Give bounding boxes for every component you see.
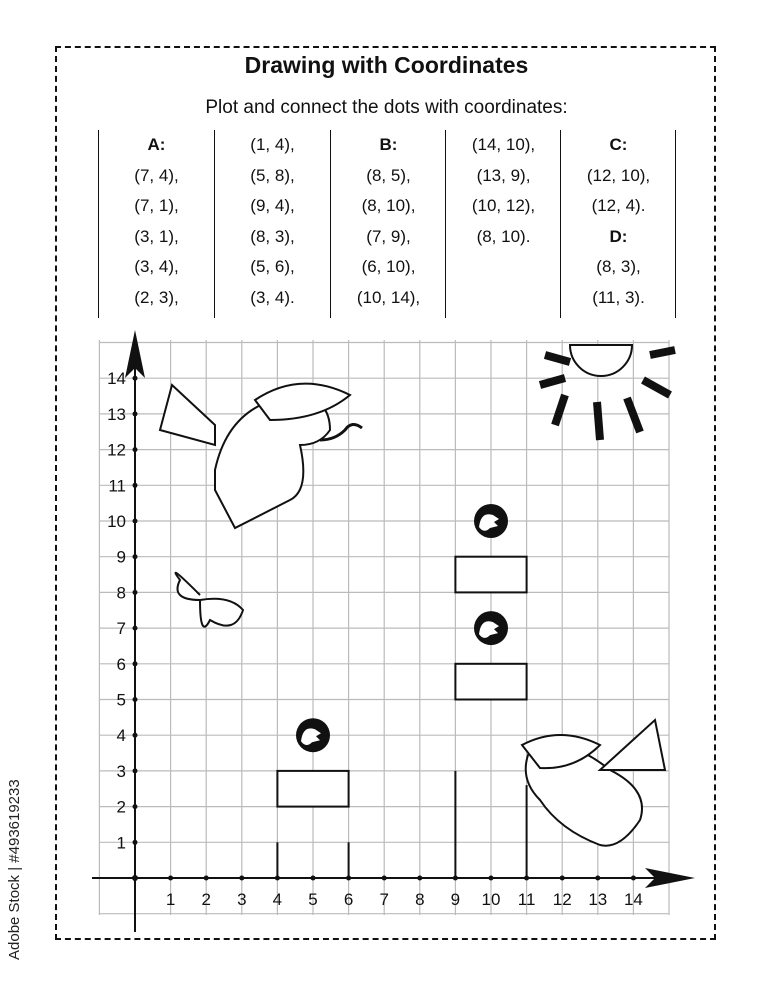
x-tick-label: 10 [481, 890, 501, 909]
y-tick-dot [133, 554, 138, 559]
x-tick-label: 5 [308, 890, 318, 909]
x-tick-dot [168, 876, 173, 881]
coordinate-pair: (8, 10), [361, 196, 416, 215]
y-tick-dot [133, 626, 138, 631]
x-tick-label: 12 [552, 890, 572, 909]
x-tick-dot [631, 876, 636, 881]
y-tick-dot [133, 804, 138, 809]
coordinate-pair: (3, 4). [250, 287, 295, 307]
y-tick-label: 12 [107, 440, 126, 460]
x-tick-label: 7 [379, 890, 389, 909]
y-tick-label: 5 [116, 690, 126, 710]
coordinate-pair: (10, 12), [471, 196, 536, 215]
x-tick-dot [560, 876, 565, 881]
x-tick-dot [489, 876, 494, 881]
x-tick-dot [417, 876, 422, 881]
sun-ray-icon [650, 350, 675, 355]
x-tick-label: 1 [165, 890, 176, 909]
y-tick-label: 14 [107, 369, 126, 389]
y-tick-dot [133, 376, 138, 381]
x-tick-dot [239, 876, 244, 881]
y-tick-label: 8 [116, 583, 126, 603]
y-tick-dot [133, 661, 138, 666]
coordinate-pair: (1, 4), [250, 135, 295, 154]
x-tick-label: 9 [450, 890, 461, 909]
coordinate-pair: (10, 14), [356, 287, 421, 307]
coordinate-pair: (2, 3), [134, 287, 179, 307]
page-title: Drawing with Coordinates [244, 52, 529, 78]
y-tick-dot [133, 697, 138, 702]
x-tick-label: 4 [272, 890, 283, 909]
y-tick-label: 9 [116, 547, 126, 567]
coordinate-pair: (14, 10), [471, 135, 536, 154]
y-tick-label: 2 [116, 797, 126, 817]
x-tick-label: 11 [517, 890, 536, 909]
shape-label: D: [609, 226, 628, 246]
y-tick-dot [133, 733, 138, 738]
coordinate-pair: (9, 4), [250, 196, 295, 215]
coordinate-pair: (8, 5), [366, 165, 411, 185]
coordinate-pair: (12, 10), [586, 165, 651, 185]
y-tick-label: 10 [107, 512, 126, 531]
origin-dot [132, 875, 138, 881]
y-tick-dot [133, 840, 138, 845]
y-tick-label: 3 [116, 761, 126, 781]
coordinate-pair: (3, 4), [134, 257, 179, 276]
sun-ray-icon [540, 378, 565, 385]
x-tick-dot [311, 876, 316, 881]
coordinate-pair: (12, 4). [591, 196, 646, 215]
coordinate-pair: (8, 10). [476, 226, 531, 246]
rectangle [455, 557, 526, 593]
coordinate-pair: (11, 3). [592, 287, 645, 307]
y-tick-dot [133, 768, 138, 773]
shape-label: B: [379, 135, 398, 154]
x-tick-dot [382, 876, 387, 881]
y-tick-dot [133, 447, 138, 452]
coordinate-pair: (7, 4), [134, 165, 179, 185]
x-tick-dot [595, 876, 600, 881]
coordinate-pair: (6, 10), [361, 257, 416, 276]
bird-wing-icon [255, 384, 350, 420]
x-tick-label: 3 [237, 890, 247, 909]
sun-ray-icon [643, 380, 670, 395]
sun-ray-icon [555, 395, 565, 425]
y-tick-label: 11 [108, 476, 126, 496]
stock-credit: Adobe Stock | #493619233 [6, 779, 23, 960]
x-tick-label: 13 [588, 890, 608, 909]
y-tick-dot [133, 519, 138, 524]
y-tick-label: 7 [116, 619, 126, 639]
coordinate-pair: (3, 1), [134, 226, 179, 246]
y-tick-label: 4 [116, 726, 126, 746]
shape-label: A: [147, 135, 166, 154]
coordinate-pair: (8, 3), [250, 226, 295, 246]
coordinate-pair: (5, 6), [250, 257, 295, 276]
x-tick-label: 8 [415, 890, 425, 909]
coordinate-pair: (8, 3), [596, 257, 641, 276]
x-tick-label: 2 [201, 890, 211, 909]
coordinate-pair: (13, 9), [476, 165, 531, 185]
x-tick-label: 6 [343, 890, 354, 909]
coordinate-pair: (7, 9), [366, 226, 411, 246]
y-tick-dot [133, 411, 138, 416]
y-tick-label: 6 [116, 654, 126, 674]
y-tick-label: 1 [116, 833, 126, 853]
butterfly-icon [176, 573, 244, 627]
rectangle [455, 664, 526, 700]
shape-label: C: [609, 135, 628, 154]
y-tick-dot [133, 483, 138, 488]
bird-tail-icon [600, 720, 665, 770]
x-tick-label: 14 [623, 890, 643, 909]
sun-icon [570, 345, 632, 376]
sun-ray-icon [597, 402, 600, 440]
sun-ray-icon [545, 355, 570, 362]
coordinate-pair: (5, 8), [250, 165, 295, 185]
x-tick-dot [204, 876, 209, 881]
y-tick-label: 13 [107, 404, 126, 424]
rectangle [277, 771, 348, 807]
coordinate-pair: (7, 1), [134, 196, 179, 215]
y-tick-dot [133, 590, 138, 595]
instructions: Plot and connect the dots with coordinates: [205, 97, 568, 118]
